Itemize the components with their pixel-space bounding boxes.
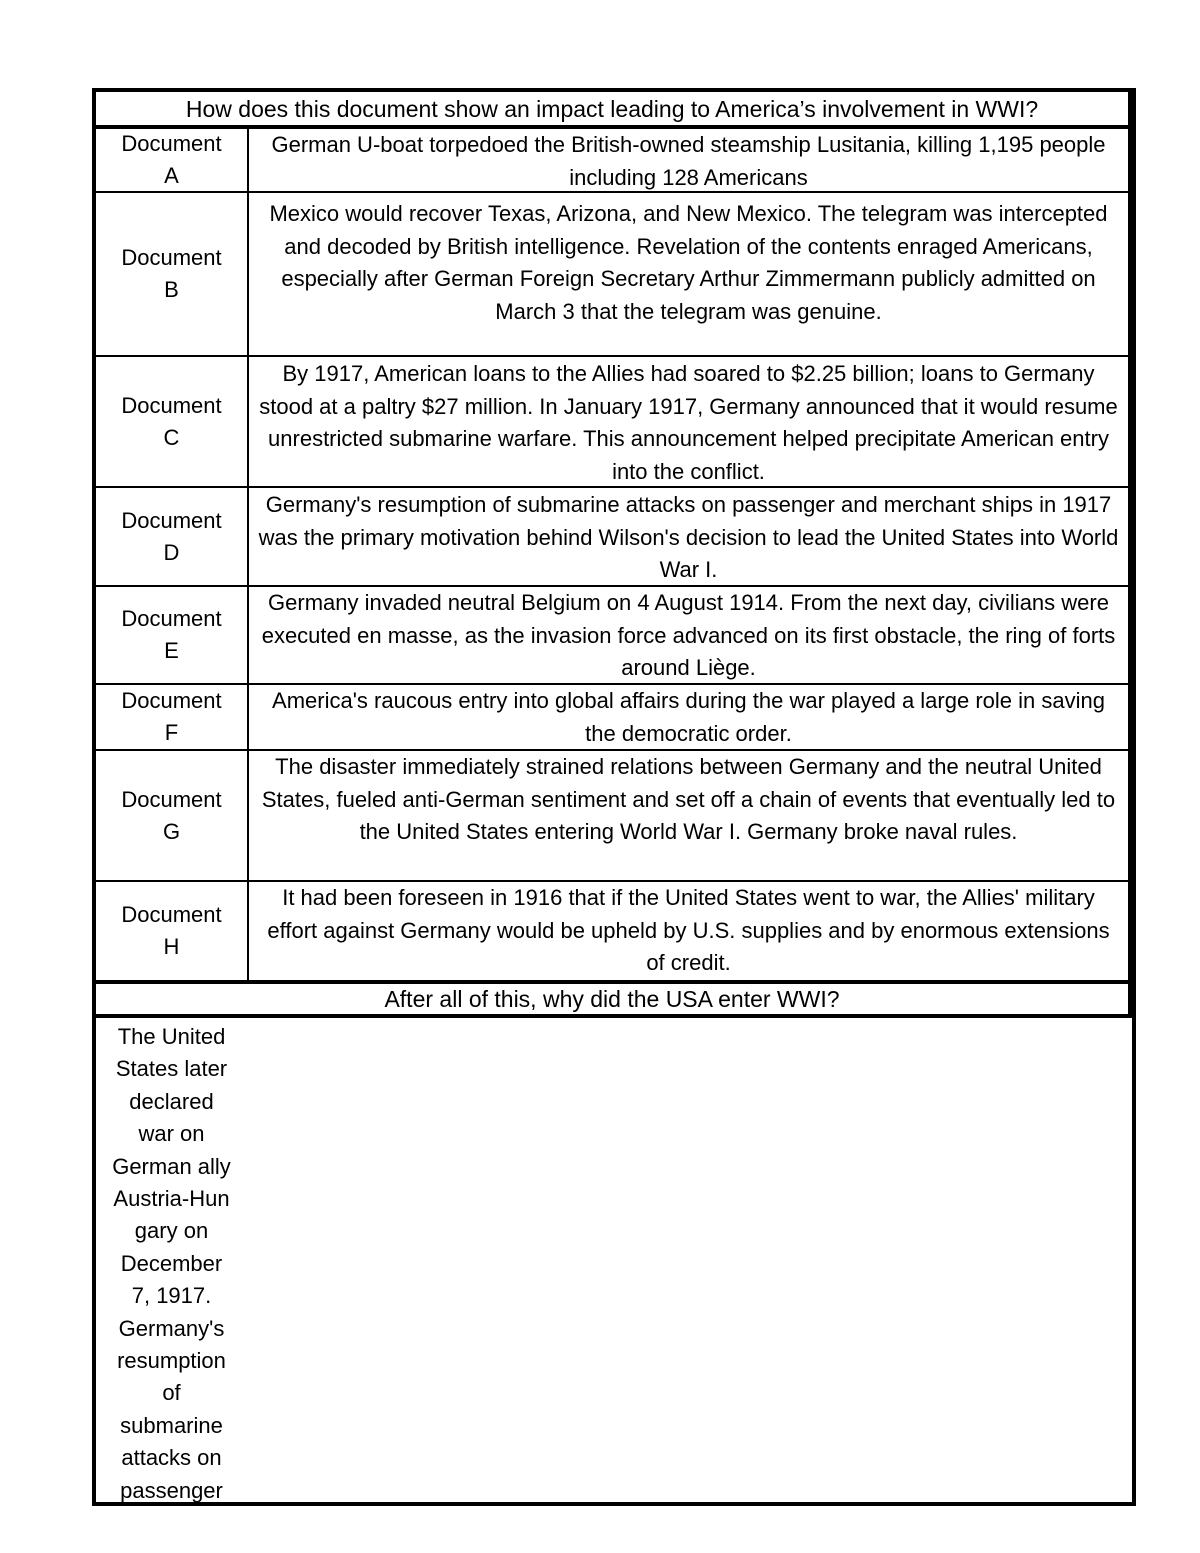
document-summary: Mexico would recover Texas, Arizona, and New Mexico. The telegram was intercepted and decoded by British intelligence. Revelation of the contents enraged Americans, especially after German Foreign Secretary Arthur Zimmermann publicly admitted on March 3 that the telegram was genuine. <box>269 201 1108 324</box>
document-label-letter: C <box>163 424 180 450</box>
worksheet-table <box>92 88 1136 1506</box>
table-row <box>96 129 1132 193</box>
document-summary: Germany invaded neutral Belgium on 4 August 1914. From the next day, civilians were executed en masse, as the invasion force advanced on its first obstacle, the ring of forts around Liège. <box>261 590 1116 680</box>
document-label-top: Document <box>121 606 222 631</box>
table-row <box>96 685 1132 751</box>
answer-line: Germany's <box>118 1315 225 1341</box>
header-question-text: How does this document show an impact leading to America’s involvement in WWI? <box>185 95 1039 122</box>
table-row <box>96 751 1132 882</box>
answer-line: German ally <box>112 1153 231 1179</box>
answer-line: gary on <box>134 1218 209 1244</box>
answer-line: December <box>120 1250 223 1276</box>
table-row <box>96 882 1132 980</box>
document-label <box>96 193 249 355</box>
document-label <box>96 685 249 749</box>
document-summary: It had been foreseen in 1916 that if the United States went to war, the Allies' military effort against Germany would be upheld by U.S. supplies and by enormous extensions of credit. <box>267 885 1110 975</box>
document-label-letter: A <box>164 163 179 188</box>
document-summary: America's raucous entry into global affairs during the war played a large role in saving the democratic order. <box>272 688 1105 746</box>
document-label-letter: G <box>162 818 181 844</box>
document-label <box>96 357 249 486</box>
answer-line: attacks on <box>121 1445 222 1471</box>
document-label-letter: F <box>164 720 179 745</box>
document-label-letter: E <box>164 638 179 663</box>
document-summary: The disaster immediately strained relations between Germany and the neutral United States, fueled anti-German sentiment and set off a chain of events that eventually led to the United States entering World War I. Germany broke naval rules. <box>261 754 1116 844</box>
document-label-top: Document <box>121 688 222 713</box>
document-label-top: Document <box>121 131 222 156</box>
answer-line: 7, 1917. <box>131 1283 212 1309</box>
document-label <box>96 129 249 191</box>
answer-line: declared <box>129 1088 214 1114</box>
document-label-letter: D <box>163 539 180 565</box>
conclusion-question-text: After all of this, why did the USA enter WWI? <box>384 986 840 1012</box>
answer-line: States later <box>115 1056 228 1082</box>
document-label-letter: H <box>163 934 180 959</box>
document-label <box>96 488 249 585</box>
document-label <box>96 751 249 880</box>
table-row <box>96 488 1132 587</box>
document-label <box>96 882 249 980</box>
document-label-top: Document <box>121 507 222 533</box>
table-row <box>96 193 1132 357</box>
table-row <box>96 587 1132 685</box>
document-summary: By 1917, American loans to the Allies had soared to $2.25 billion; loans to Germany stood at a paltry $27 million. In January 1917, Germany announced that it would resume unrestricted submarine warfare. This announcement helped precipitate American entry into the conflict. <box>259 361 1118 484</box>
answer-text <box>96 1018 247 1507</box>
document-summary: German U-boat torpedoed the British-owned steamship Lusitania, killing 1,195 people including 128 Americans <box>271 132 1106 190</box>
answer-line: of <box>162 1380 181 1406</box>
document-summary: Germany's resumption of submarine attacks on passenger and merchant ships in 1917 was the primary motivation behind Wilson's decision to lead the United States into World War I. <box>258 492 1119 582</box>
document-label-letter: B <box>164 277 179 302</box>
header-question <box>96 92 1132 129</box>
document-label-top: Document <box>121 245 222 270</box>
answer-line: Austria-Hun <box>113 1186 230 1212</box>
document-label-top: Document <box>121 392 222 418</box>
conclusion-question <box>96 980 1132 1018</box>
answer-line: passenger <box>120 1477 223 1503</box>
document-label-top: Document <box>121 786 222 812</box>
answer-line: The United <box>117 1024 226 1049</box>
table-row <box>96 357 1132 488</box>
answer-line: submarine <box>120 1412 223 1438</box>
document-label-top: Document <box>121 902 222 927</box>
answer-line: resumption <box>117 1348 226 1374</box>
document-label <box>96 587 249 683</box>
answer-line: war on <box>138 1121 205 1147</box>
